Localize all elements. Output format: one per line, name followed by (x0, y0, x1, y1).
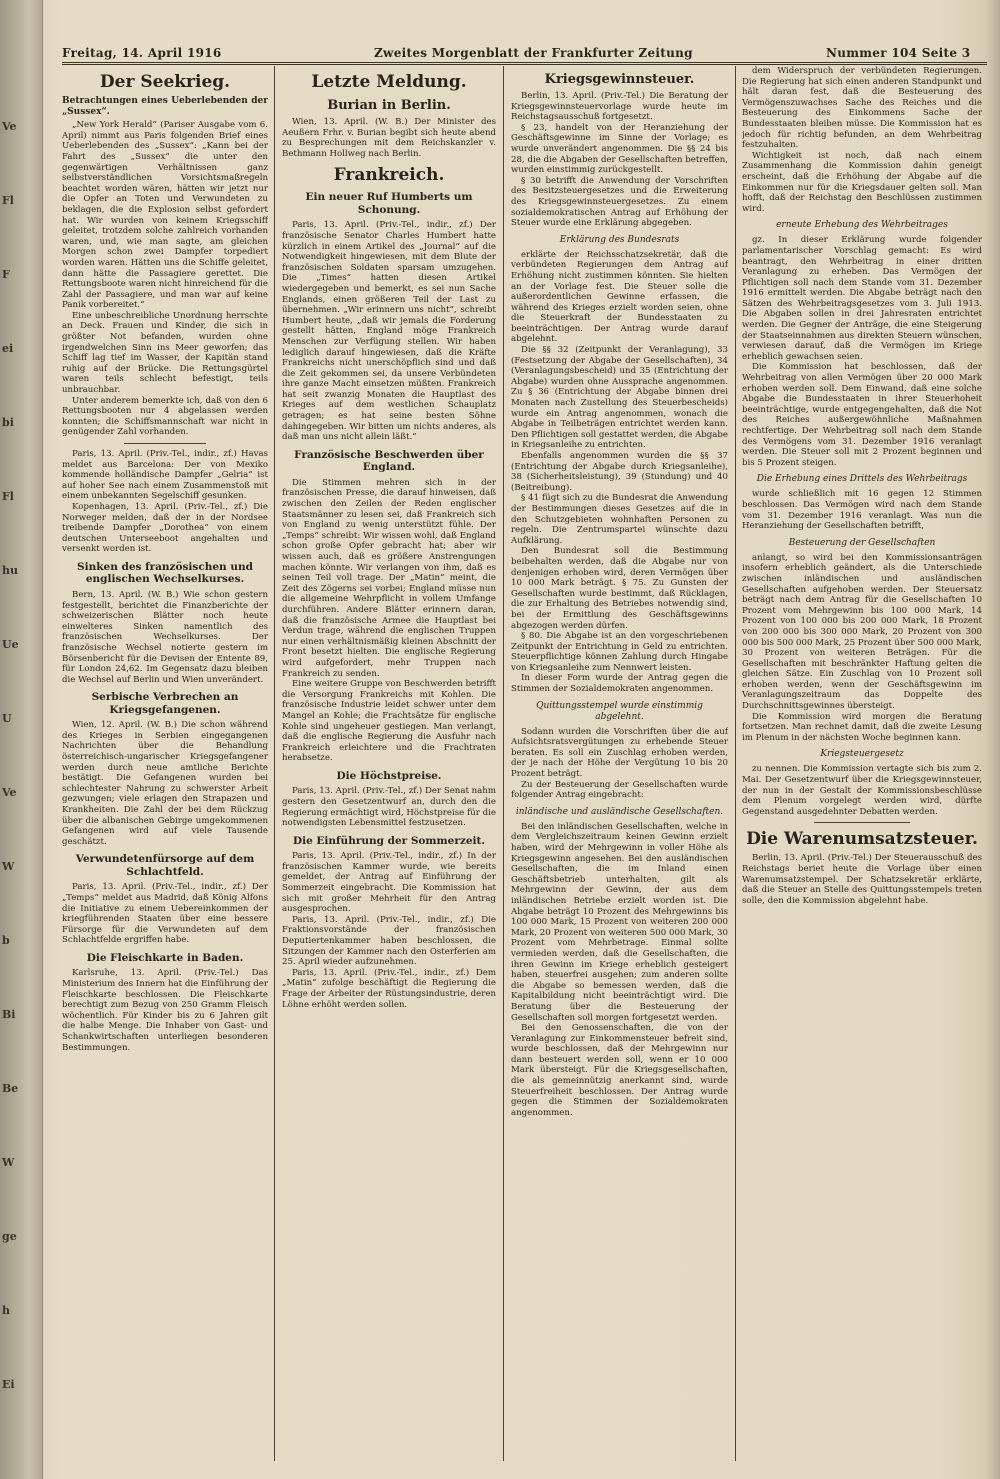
column-4 (742, 66, 982, 1456)
news-item: Paris, 13. April. (Priv.-Tel., indir., zf.) Havas meldet aus Barcelona: Der von Mexiko kommende holländische Dampfer „Gelria“ ist auf hoher See nach einem Zusammenstoß mit einem unbekannten Segelschiff gesunken. (62, 449, 268, 502)
article-paragraph: Bei den Genossenschaften, die von der Veranlagung zur Einkommensteuer befreit sind, wurde beschlossen, daß der Mehrgewinn nur dann besteuert werden soll, wenn er 10 000 Mark übersteigt. Für die Kriegsgesellschaften, die als gemeinnützig anerkannt sind, wurde Steuerfreiheit beschlossen. Der Antrag wurde gegen die Stimmen der Sozialdemokraten angenommen. (511, 1023, 728, 1118)
gutter-fragment: ei (2, 342, 14, 355)
article-paragraph: § 41 fügt sich zu die Bundesrat die Anwendung der Bestimmungen dieses Gesetzes auf die in den Schutzgebieten wohnhaften Personen zu regeln. Die Zentrumspartei wünschte dazu Aufklärung. (511, 493, 728, 546)
gutter-fragment: h (2, 1304, 10, 1317)
header-rule (62, 62, 987, 63)
article-paragraph: Die Kommission wird morgen die Beratung fortsetzen. Man rechnet damit, daß die zweite Lesung im Plenum in der nächsten Woche beginnen kann. (742, 711, 982, 743)
headline-fleischkarte: Die Fleischkarte in Baden. (86, 951, 244, 964)
binding-edge (0, 0, 43, 1479)
column-rule (274, 66, 275, 1461)
article-paragraph: Unter anderem bemerkte ich, daß von den 6 Rettungsbooten nur 4 abgelassen werden konnten; die Schiffsmannschaft war nicht in genügender Zahl vorhanden. (62, 395, 268, 438)
gutter-fragment: Ve (2, 786, 17, 799)
article-paragraph: Paris, 13. April. (Priv.-Tel., indir., zf.) Dem „Matin“ zufolge beschäftigt die Regierung die Frage der Arbeiter der Rüstungsindustrie, deren Löhne erhöht werden sollen. (282, 967, 496, 1010)
gutter-fragment: W (2, 860, 15, 873)
header-date: Freitag, 14. April 1916 (62, 46, 222, 60)
article-paragraph: „New York Herald“ (Pariser Ausgabe vom 6. April) nimmt aus Paris folgenden Brief eines Ueberlebenden des „Sussex“: „Kann bei der Fahrt des „Sussex“ die unter den gegenwärtigen Verhältnissen ganz selbstverständlichen Vorsichtsmaßregeln beachtet worden wären, hätten wir jetzt nur die Opfer an Toten und Verwundeten zu beklagen, die die Explosion selbst gefordert hat. Wir wurden von keinem Kriegsschiff geleitet, trotzdem solche zahlreich vorhanden waren, und, wie man sagte, am gleichen Morgen schon zwei Dampfer torpediert worden waren. Hätten uns die Schiffe geleitet, dann hätte die Passagiere gerettet. Die Rettungsboote waren nicht hinreichend für die Zahl der Passagiere, und man war auf keine Panik vorbereitet.“ (62, 120, 268, 311)
article-paragraph: Wichtigkeit ist noch, daß nach einem Zusammenhang die Kommission dahin geneigt erscheint, daß die Erhöhung der Abgabe auf die Einkommen nur für die Kriegsdauer gelten soll. Man hofft, daß der Reichstag den Beschlüssen zustimmen wird. (742, 150, 982, 214)
article-paragraph: Ebenfalls angenommen wurden die §§ 37 (Entrichtung der Abgabe durch Kriegsanleihe), 38 (Sicherheitsleistung), 39 (Stundung) und 40 (Beitreibung). (511, 451, 728, 493)
headline-letzte-meldung: Letzte Meldung. (311, 72, 467, 92)
gutter-fragment: bi (2, 416, 14, 429)
gutter-fragment: Bi (2, 1008, 16, 1021)
article-paragraph: Paris, 13. April. (Priv.-Tel., zf.) Der Senat nahm gestern den Gesetzentwurf an, durch den die Regierung ermächtigt wird, Höchstpreise für die notwendigsten Lebensmittel festzusetzen. (282, 786, 496, 829)
article-paragraph: Eine unbeschreibliche Unordnung herrschte an Deck. Frauen und Kinder, die sich in größter Not befanden, wurden ohne irgendwelchen Sinn ins Meer geworfen; das Schiff lag tief im Wasser, der Kapitän stand ruhig auf der Brücke. Die Rettungsgürtel waren teils schlecht befestigt, teils unbrauchbar. (62, 310, 268, 396)
subheadline-bundesrat: Erklärung des Bundesrats (559, 234, 680, 245)
headline-warenumsatzsteuer: Die Warenumsatzsteuer. (746, 829, 978, 850)
article-paragraph: § 30 betrifft die Anwendung der Vorschriften des Besitzsteuergesetzes und die Erweiterung des Kriegsgewinnsteuergesetzes. Zu einem sozialdemokratischen Antrag auf Erhöhung der Steuer wurde eine Erklärung abgegeben. (511, 175, 728, 229)
gutter-fragment: Ve (2, 120, 17, 133)
article-paragraph: Eine weitere Gruppe von Beschwerden betrifft die Versorgung Frankreichs mit Kohlen. Die französische Industrie leidet schwer unter dem Mangel an Kohle; die Frachtsätze für englische Kohle sind ungeheuer gestiegen. Man verlangt, daß die englische Regierung die Ausfuhr nach Frankreich erleichtere und die Frachtraten herabsetze. (282, 679, 496, 764)
news-item: Kopenhagen, 13. April. (Priv.-Tel., zf.) Die Norweger melden, daß der in der Nordsee treibende Dampfer „Dorothea“ von einem deutschen Unterseeboot angehalten und versenkt worden ist. (62, 501, 268, 555)
headline-frankreich: Frankreich. (333, 165, 445, 186)
article-separator (814, 822, 910, 823)
gutter-fragment: Ue (2, 638, 19, 651)
article-paragraph: Berlin, 13. April. (Priv.-Tel.) Die Beratung der Kriegsgewinnsteuervorlage wurde heute im Reichstagsausschuß fortgesetzt. (511, 91, 728, 123)
article-paragraph: Sodann wurden die Vorschriften über die auf Aufsichtsratsvergütungen zu erhebende Steuer beraten. Es soll ein Zuschlag erhoben werden, der je nach der Höhe der Vergütung 10 bis 20 Prozent beträgt. (511, 726, 728, 780)
article-paragraph: Wien, 13. April. (W. B.) Der Minister des Aeußern Frhr. v. Burian begibt sich heute abend zu Besprechungen mit dem Reichskanzler v. Bethmann Hollweg nach Berlin. (282, 117, 496, 159)
article-paragraph: erklärte der Reichsschatzsekretär, daß die verbündeten Regierungen dem Antrag auf Erhöhung nicht zustimmen könnten. Sie hielten an der Vorlage fest. Die Steuer solle die außerordentlichen Gewinne erfassen, die während des Krieges erzielt worden seien, ohne die Steuerkraft der Bundesstaaten zu beeinträchtigen. Der Antrag wurde darauf abgelehnt. (511, 249, 728, 345)
column-3 (511, 66, 728, 1456)
article-separator (124, 443, 206, 444)
page-header (62, 46, 987, 62)
headline-humbert: Ein neuer Ruf Humberts um Schonung. (305, 191, 473, 216)
subheadline-besteuerung-gesellschaften: Besteuerung der Gesellschaften (788, 537, 936, 548)
article-paragraph: Die Kommission hat beschlossen, daß der Wehrbeitrag von allen Vermögen über 20 000 Mark erhoben werden soll. Dem Einwand, daß eine solche Abgabe die Bundesstaaten in ihrer Steuerhoheit beeinträchtige, wurde entgegengehalten, daß die Not des Reiches außergewöhnliche Maßnahmen rechtfertige. Der Wehrbeitrag soll nach dem Stande des Vermögens vom 31. Dezember 1916 veranlagt werden. Die Steuer soll mit 2 Prozent beginnen und bis 5 Prozent steigen. (742, 362, 982, 468)
article-paragraph: In dieser Form wurde der Antrag gegen die Stimmen der Sozialdemokraten angenommen. (511, 673, 728, 695)
article-paragraph: dem Widerspruch der verbündeten Regierungen. Die Regierung hat sich einen anderen Standpunkt und hält daran fest, daß die Besteuerung des Vermögenszuwachses Sache des Reiches und die Besteuerung des Einkommens Sache der Bundesstaaten bleiben müsse. Die Kommission hat es jedoch für richtig befunden, an dem Wehrbeitrag festzuhalten. (742, 66, 982, 151)
subheadline-quittungsstempel: Quittungsstempel wurde einstimmig abgelehnt. (536, 700, 703, 722)
header-rule-second (62, 64, 987, 65)
subheadline-inlaendische-gesellschaften: inländische und ausländische Gesellschaften. (515, 806, 724, 817)
article-paragraph: Die §§ 32 (Zeitpunkt der Veranlagung), 33 (Festsetzung der Abgabe der Gesellschaften), 34 (Veranlagungsbescheid) und 35 (Entrichtung der Abgabe) wurden ohne Aussprache angenommen. Zu § 36 (Entrichtung der Abgabe binnen drei Monaten nach Zustellung des Steuerbescheids) wurde ein Antrag angenommen, wonach die Abgabe in Teilbeträgen entrichtet werden kann. Den Pflichtigen soll gestattet werden, die Abgabe in Kriegsanleihe zu entrichten. (511, 345, 728, 451)
article-paragraph: § 23, handelt von der Heranziehung der Geschäftsgewinne im Sinne der Vorlage; es wurde unverändert angenommen. Die §§ 24 bis 28, die die Abgaben der Gesellschaften betreffen, wurden einstimmig zurückgestellt. (511, 122, 728, 176)
gutter-fragment: hu (2, 564, 18, 577)
article-paragraph: Bern, 13. April. (W. B.) Wie schon gestern festgestellt, berichtet die Finanzberichte der schweizerischen Blätter noch heute einwelteres Sinken namentlich des französischen Wechselkurses. Der französische Wechsel notierte gestern im Börsenbericht für die Devisen der Entente 89, für London 24,62. Im Gegensatz dazu bleiben die Wechsel auf Berlin und Wien unverändert. (62, 589, 268, 685)
headline-beschwerden: Französische Beschwerden über England. (294, 448, 484, 474)
gutter-fragment: U (2, 712, 12, 725)
gutter-fragment: F (2, 268, 10, 281)
header-edition: Zweites Morgenblatt der Frankfurter Zeitung (374, 46, 693, 60)
subheadline-drittel-wehrbeitrag: Die Erhebung eines Drittels des Wehrbeitrags (756, 474, 968, 485)
subheadline-kriegsteuergesetz: Kriegsteuergesetz (820, 749, 904, 760)
column-rule (503, 66, 504, 1461)
article-paragraph: Bei den inländischen Gesellschaften, welche in dem Vergleichszeitraum keinen Gewinn erzielt haben, wird der Mehrgewinn in voller Höhe als Kriegsgewinn angesehen. Bei den ausländischen Gesellschaften, die im Inland einen Geschäftsbetrieb unterhalten, gilt als Mehrgewinn der Gewinn, der aus dem inländischen Betriebe erzielt worden ist. Die Abgabe beträgt 10 Prozent des Mehrgewinns bis 100 000 Mark, 15 Prozent von weiteren 200 000 Mark, 20 Prozent von weiteren 500 000 Mark, 30 Prozent vom Mehrbetrage. Einmal sollte vermieden werden, daß die Gesellschaften, die ihren Gewinn im Kriege erheblich gesteigert haben, steuerfrei ausgehen; zum anderen sollte die Abgabe so bemessen werden, daß die Kapitalbildung nicht beeinträchtigt wird. Die Beratung über die Besteuerung der Gesellschaften soll morgen fortgesetzt werden. (511, 821, 728, 1023)
article-paragraph: Paris, 13. April. (Priv.-Tel., indir., zf.) Der französische Senator Charles Humbert hatte kürzlich in einem Artikel des „Journal“ auf die Notwendigkeit hingewiesen, mit dem Blute der französischen Soldaten sparsam umzugehen. Die „Times“ hatten diesen Artikel wiedergegeben und bemerkt, es sei nun Sache Englands, einen größeren Teil der Last zu übernehmen. „Wir erinnern uns nicht“, schreibt Humbert heute, „daß wir jemals die Forderung gestellt hätten, England möge Frankreich Menschen zur Verfügung stellen. Wir haben lediglich darauf hingewiesen, daß die Kräfte Frankreichs nicht unerschöpflich sind und daß die Zeit gekommen sei, da unsere Verbündeten ihre ganze Macht einsetzen müßten. Frankreich hat seit zwanzig Monaten die Hauptlast des Krieges auf dem westlichen Schauplatz getragen; es hat seine besten Söhne dahingegeben. Wir bitten um nichts anderes, als daß man uns nicht allein läßt.“ (282, 220, 496, 443)
gutter-fragment: W (2, 1156, 15, 1169)
column-1 (62, 66, 268, 1456)
article-paragraph: Zu der Besteuerung der Gesellschaften wurde folgender Antrag eingebracht: (511, 779, 728, 801)
gutter-fragment: Fl (2, 490, 14, 503)
gutter-fragment: Fl (2, 194, 14, 207)
article-paragraph: gz. In dieser Erklärung wurde folgender parlamentarischer Vorschlag gemacht: Es wird beantragt, den Wehrbeitrag in einer dritten Veranlagung zu erheben. Das Vermögen der Pflichtigen soll nach dem Stande vom 31. Dezember 1916 ermittelt werden. Die Abgabe beträgt nach den Sätzen des Wehrbeitragsgesetzes vom 3. Juli 1913. Die Abgaben sollen in drei Jahresraten entrichtet werden. Die Gegner der Anträge, die eine Steigerung der Staatseinnahmen aus direkten Steuern wünschen, verwiesen darauf, daß die Vermögen im Kriege erheblich gewachsen seien. (742, 235, 982, 362)
article-paragraph: zu nennen. Die Kommission vertagte sich bis zum 2. Mai. Der Gesetzentwurf über die Kriegsgewinnsteuer, der nun in der Gestalt der Kommissionsbeschlüsse dem Plenum vorgelegt werden wird, dürfte Gegenstand ausgedehnter Debatten werden. (742, 764, 982, 817)
gutter-fragment: Ei (2, 1378, 15, 1391)
gutter-fragment: ge (2, 1230, 17, 1243)
headline-sommerzeit: Die Einführung der Sommerzeit. (292, 834, 485, 847)
article-paragraph: Paris, 13. April. (Priv.-Tel., indir., zf.) Die Fraktionsvorstände der französischen Deputiertenkammer haben beschlossen, die Sitzungen der Kammer nach den Osterferien am 25. April wieder aufzunehmen. (282, 914, 496, 968)
gutter-fragment: Be (2, 1082, 19, 1095)
article-paragraph: Paris, 13. April. (Priv.-Tel., indir., zf.) Der „Temps“ meldet aus Madrid, daß König Alfons die Initiative zu einem Uebereinkommen der kriegführenden Staaten über eine bessere Fürsorge für die Verwundeten auf dem Schlachtfelde ergriffen habe. (62, 882, 268, 946)
headline-serbische-verbrechen: Serbische Verbrechen an Kriegsgefangenen. (91, 691, 239, 716)
headline-kriegsgewinnsteuer: Kriegsgewinnsteuer. (544, 72, 695, 87)
subheadline-sussex: Betrachtungen eines Ueberlebenden der „Sussex“. (62, 96, 268, 117)
subheadline-wehrbeitrag: erneute Erhebung des Wehrbeitrages (776, 220, 948, 231)
header-page-number: Nummer 104 Seite 3 (826, 46, 971, 60)
gutter-fragment: b (2, 934, 10, 947)
article-paragraph: Die Stimmen mehren sich in der französischen Presse, die darauf hinweisen, daß zwischen den Zeilen der Reden englischer Staatsmänner zu lesen sei, daß Frankreich sich von England zu wenig unterstützt fühle. Der „Temps“ schreibt: Wir wissen wohl, daß England schon große Opfer gebracht hat; aber wir wissen auch, daß es größere Anstrengungen machen könnte. Wir verlangen von ihm, daß es seinen Teil voll trage. Der „Matin“ meint, die Zeit des Zögerns sei vorbei; England müsse nun die allgemeine Wehrpflicht in vollem Umfange durchführen. Andere Blätter erinnern daran, daß die französische Armee die Hauptlast bei Verdun trage, während die englischen Truppen nur einen verhältnismäßig kleinen Abschnitt der Front besetzt hielten. Die englische Regierung wird aufgefordert, mehr Truppen nach Frankreich zu senden. (282, 477, 496, 679)
article-paragraph: anlangt, so wird bei den Kommissionsanträgen insofern erheblich geändert, als die Unterschiede zwischen inländischen und ausländischen Gesellschaften aufgehoben werden. Der Steuersatz beträgt nach dem Antrag für die Gesellschaften 10 Prozent vom Mehrgewinn bis 100 000 Mark, 14 Prozent von 100 000 bis 200 000 Mark, 18 Prozent von 200 000 bis 300 000 Mark, 20 Prozent von 300 000 bis 500 000 Mark, 25 Prozent über 500 000 Mark, 30 Prozent von weiteren Beträgen. Für die Gesellschaften mit beschränkter Haftung gelten die gleichen Sätze. Ein Zuschlag von 10 Prozent soll erhoben werden, wenn der Geschäftsgewinn im Veranlagungszeitraum das Doppelte des Durchschnittsgewinnes übersteigt. (742, 552, 982, 712)
headline-burian: Burian in Berlin. (327, 98, 451, 113)
column-2 (282, 66, 496, 1456)
article-paragraph: Den Bundesrat soll die Bestimmung beibehalten werden, daß die Abgabe nur von denjenigen erhoben wird, deren Vermögen über 10 000 Mark beträgt. § 75. Zu Gunsten der Gesellschaften wurde bestimmt, daß Rücklagen, die zur Erhaltung des Betriebes notwendig sind, bei der Ermittlung des Geschäftsgewinns abgezogen werden dürfen. (511, 546, 728, 631)
article-paragraph: Karlsruhe, 13. April. (Priv.-Tel.) Das Ministerium des Innern hat die Einführung der Fleischkarte beschlossen. Die Fleischkarte berechtigt zum Bezug von 250 Gramm Fleisch wöchentlich. Für Kinder bis zu 6 Jahren gilt die halbe Menge. Die Inhaber von Gast- und Schankwirtschaften unterliegen besonderen Bestimmungen. (62, 968, 268, 1053)
headline-seekrieg: Der Seekrieg. (99, 72, 231, 92)
article-paragraph: Wien, 12. April. (W. B.) Die schon während des Krieges in Serbien eingegangenen Nachrichten über die Behandlung österreichisch-ungarischer Kriegsgefangener werden durch neue amtliche Berichte bestätigt. Die Gefangenen wurden bei schlechtester Nahrung zu schwerster Arbeit gezwungen; viele erlagen den Strapazen und Krankheiten. Die Zahl der bei dem Rückzug über die albanischen Gebirge umgekommenen Gefangenen wird auf viele Tausende geschätzt. (62, 720, 268, 847)
column-rule (735, 66, 736, 1461)
headline-hoechstpreise: Die Höchstpreise. (336, 769, 442, 782)
article-paragraph: Paris, 13. April. (Priv.-Tel., indir., zf.) In der französischen Kammer wurde, wie bereits gemeldet, der Antrag auf Einführung der Sommerzeit eingebracht. Die Kommission hat sich mit großer Mehrheit für den Antrag ausgesprochen. (282, 851, 496, 915)
headline-wechselkurs: Sinken des französischen und englischen Wechselkurses. (77, 560, 253, 586)
headline-verwundetenfuersorge: Verwundetenfürsorge auf dem Schlachtfeld. (75, 853, 255, 878)
article-paragraph: § 80. Die Abgabe ist an den vorgeschriebenen Zeitpunkt der Entrichtung in Geld zu entrichten. Steuerpflichtige können Zahlung durch Hingabe von Kriegsanleihe zum Nennwert leisten. (511, 631, 728, 673)
article-paragraph: Berlin, 13. April. (Priv.-Tel.) Der Steuerausschuß des Reichstags beriet heute die Vorlage über einen Warenumsatzstempel. Der Schatzsekretär erklärte, daß die Steuer an Stelle des Quittungsstempels treten solle, den die Kommission abgelehnt habe. (742, 853, 982, 906)
article-paragraph: wurde schließlich mit 16 gegen 12 Stimmen beschlossen. Das Vermögen wird nach dem Stande vom 31. Dezember 1916 veranlagt. Was nun die Heranziehung der Gesellschaften betrifft, (742, 489, 982, 532)
